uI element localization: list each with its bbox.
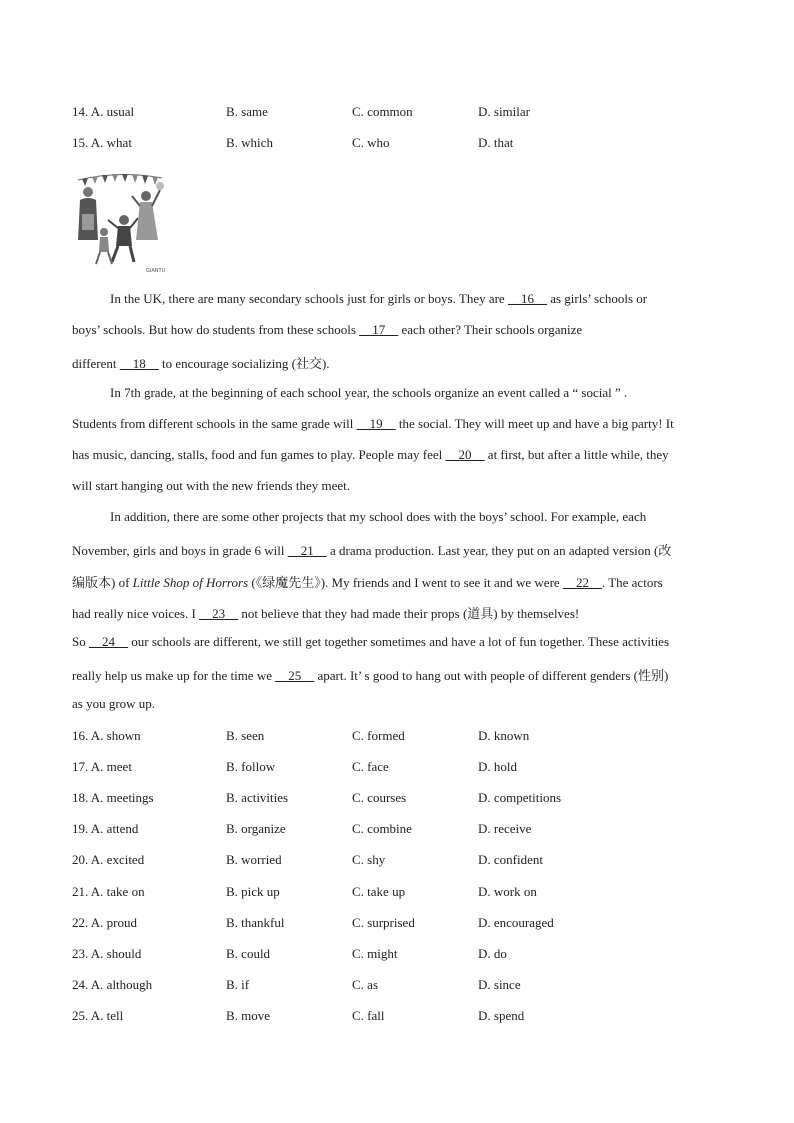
passage-text: at first, but after a little while, they	[484, 447, 669, 462]
option-d: D. competitions	[478, 790, 562, 805]
option-a: 17. A. meet	[72, 759, 132, 774]
blank-18: __18__	[119, 356, 159, 371]
option-b: B. worried	[226, 852, 282, 867]
option-a: 18. A. meetings	[72, 790, 154, 805]
drama-title: Little Shop of Horrors	[132, 575, 249, 590]
passage-line	[72, 353, 724, 372]
option-b: B. organize	[226, 821, 286, 836]
passage-line	[72, 665, 724, 684]
option-b: B. activities	[226, 790, 289, 805]
passage-text: will start hanging out with the new friends they meet.	[72, 478, 350, 493]
option-b: B. thankful	[226, 915, 285, 930]
blank-21: __21__	[287, 543, 327, 558]
option-c: C. shy	[352, 852, 386, 867]
option-row-19	[72, 821, 732, 839]
option-c: C. might	[352, 946, 398, 961]
passage-text: each other? Their schools organize	[398, 322, 583, 337]
option-a: 14. A. usual	[72, 104, 135, 119]
option-row-14	[72, 104, 732, 122]
option-b: B. move	[226, 1008, 271, 1023]
dancer-right-icon	[132, 182, 164, 240]
passage-line	[110, 291, 724, 307]
passage-text: as you grow up.	[72, 696, 156, 711]
dancer-center-icon	[108, 215, 138, 262]
option-c: C. as	[352, 977, 378, 992]
option-d: D. confident	[478, 852, 543, 867]
option-c: C. face	[352, 759, 389, 774]
option-row-25	[72, 1008, 732, 1026]
option-a: 19. A. attend	[72, 821, 139, 836]
option-row-23	[72, 946, 732, 964]
option-b: B. pick up	[226, 884, 280, 899]
passage-text: apart. It’ s good to hang out with people of different genders (性别)	[314, 668, 669, 683]
passage-text: November, girls and boys in grade 6 will	[72, 543, 288, 558]
passage-text: had really nice voices. I	[72, 606, 200, 621]
passage-line	[72, 416, 724, 432]
blank-20: __20__	[445, 447, 485, 462]
option-d: D. do	[478, 946, 507, 961]
passage-text: In 7th grade, at the beginning of each school year, the schools organize an event called a “ social ” .	[110, 385, 628, 400]
option-a: 25. A. tell	[72, 1008, 124, 1023]
option-d: D. encouraged	[478, 915, 554, 930]
option-c: C. common	[352, 104, 413, 119]
option-row-22	[72, 915, 732, 933]
blank-25: __25__	[275, 668, 315, 683]
option-a: 21. A. take on	[72, 884, 145, 899]
passage-line	[72, 634, 724, 650]
option-d: D. since	[478, 977, 521, 992]
passage-text: different	[72, 356, 120, 371]
passage-text: really help us make up for the time we	[72, 668, 276, 683]
dancer-child-icon	[96, 228, 112, 264]
option-row-17	[72, 759, 732, 777]
option-d: D. work on	[478, 884, 537, 899]
passage-line	[72, 572, 724, 591]
option-d: D. spend	[478, 1008, 525, 1023]
passage-text: to encourage socializing (社交).	[158, 356, 330, 371]
option-a: 24. A. although	[72, 977, 153, 992]
passage-text: . The actors	[601, 575, 663, 590]
option-c: C. surprised	[352, 915, 415, 930]
option-row-20	[72, 852, 732, 870]
blank-17: __17__	[359, 322, 399, 337]
option-b: B. could	[226, 946, 271, 961]
option-b: B. same	[226, 104, 268, 119]
passage-text: the social. They will meet up and have a big party! It	[395, 416, 674, 431]
option-a: 15. A. what	[72, 135, 132, 150]
option-row-16	[72, 728, 732, 746]
option-d: D. known	[478, 728, 530, 743]
passage-text: our schools are different, we still get together sometimes and have a lot of fun together. These activities	[127, 634, 670, 649]
option-a: 16. A. shown	[72, 728, 141, 743]
illustration-caption: GIANTU	[146, 268, 166, 274]
option-c: C. take up	[352, 884, 406, 899]
option-a: 22. A. proud	[72, 915, 137, 930]
option-c: C. courses	[352, 790, 407, 805]
option-d: D. that	[478, 135, 514, 150]
passage-line	[72, 322, 724, 338]
option-d: D. receive	[478, 821, 532, 836]
passage-text: as girls’ schools or	[546, 291, 648, 306]
blank-16: __16__	[507, 291, 547, 306]
blank-24: __24__	[88, 634, 128, 649]
option-a: 23. A. should	[72, 946, 142, 961]
passage-line	[72, 540, 724, 559]
option-c: C. formed	[352, 728, 405, 743]
passage-text: not believe that they had made their props (道具) by themselves!	[238, 606, 580, 621]
option-c: C. fall	[352, 1008, 385, 1023]
blank-22: __22__	[562, 575, 602, 590]
option-b: B. which	[226, 135, 273, 150]
passage-text: a drama production. Last year, they put on an adapted version (改	[326, 543, 672, 558]
option-c: C. who	[352, 135, 390, 150]
passage-line	[72, 603, 724, 622]
passage-line	[110, 509, 724, 525]
option-b: B. if	[226, 977, 250, 992]
party-illustration	[74, 170, 166, 274]
passage-line	[72, 696, 724, 712]
option-row-15	[72, 135, 732, 153]
option-c: C. combine	[352, 821, 412, 836]
option-row-18	[72, 790, 732, 808]
option-d: D. similar	[478, 104, 530, 119]
passage-text: So	[72, 634, 89, 649]
option-row-24	[72, 977, 732, 995]
option-b: B. seen	[226, 728, 265, 743]
bunting-icon	[78, 174, 162, 186]
option-row-21	[72, 884, 732, 902]
passage-line	[72, 478, 724, 494]
passage-text: 编版本) of	[72, 575, 133, 590]
passage-text: (《绿魔先生》). My friends and I went to see it and we were	[248, 575, 563, 590]
option-d: D. hold	[478, 759, 517, 774]
passage-text: In the UK, there are many secondary schools just for girls or boys. They are	[110, 291, 508, 306]
passage-text: Students from different schools in the same grade will	[72, 416, 357, 431]
option-b: B. follow	[226, 759, 276, 774]
passage-line	[110, 385, 724, 401]
passage-text: In addition, there are some other projects that my school does with the boys’ school. For example, each	[110, 509, 647, 524]
passage-line	[72, 447, 724, 463]
option-a: 20. A. excited	[72, 852, 145, 867]
dancer-left-icon	[78, 187, 98, 240]
passage-text: boys’ schools. But how do students from these schools	[72, 322, 360, 337]
passage-text: has music, dancing, stalls, food and fun games to play. People may feel	[72, 447, 446, 462]
blank-23: __23__	[199, 606, 239, 621]
blank-19: __19__	[356, 416, 396, 431]
